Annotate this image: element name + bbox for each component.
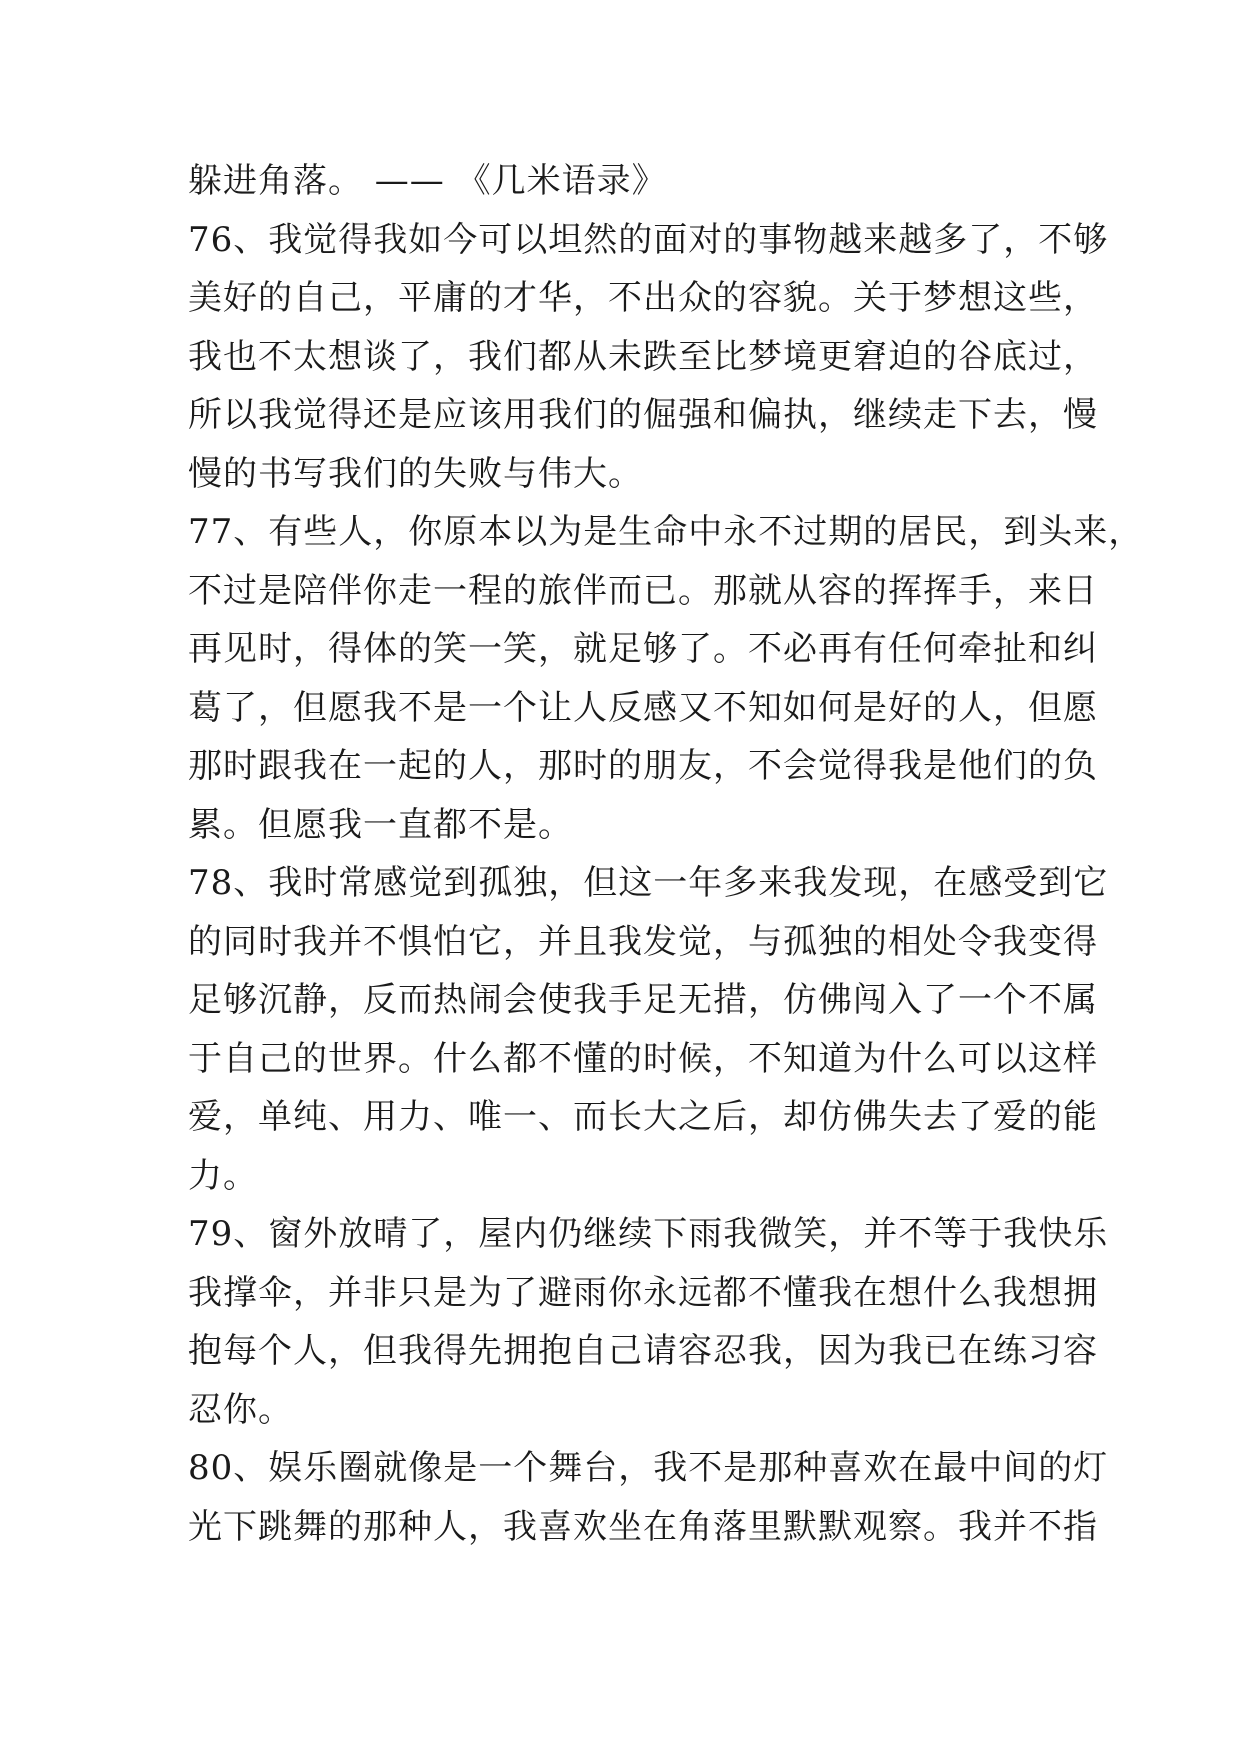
text-line: 再见时，得体的笑一笑，就足够了。不必再有任何牵扯和纠 (188, 629, 1098, 669)
text-line: 爱，单纯、用力、唯一、而长大之后，却仿佛失去了爱的能 (188, 1097, 1098, 1137)
text-line: 葛了，但愿我不是一个让人反感又不知如何是好的人，但愿 (188, 687, 1098, 728)
text-line: 80、娱乐圈就像是一个舞台，我不是那种喜欢在最中间的灯 (188, 1448, 1109, 1488)
text-line: 躲进角落。 —— 《几米语录》 (188, 161, 667, 201)
text-line: 77、有些人，你原本以为是生命中永不过期的居民，到头来， (188, 512, 1144, 552)
text-line: 79、窗外放晴了，屋内仍继续下雨我微笑，并不等于我快乐 (188, 1214, 1109, 1254)
text-line: 抱每个人，但我得先拥抱自己请容忍我，因为我已在练习容 (188, 1331, 1098, 1371)
text-line: 累。但愿我一直都不是。 (188, 804, 573, 845)
text-line: 我撑伞，并非只是为了避雨你永远都不懂我在想什么我想拥 (188, 1272, 1098, 1313)
text-line: 美好的自己，平庸的才华，不出众的容貌。关于梦想这些， (188, 278, 1098, 318)
text-line: 的同时我并不惧怕它，并且我发觉，与孤独的相处令我变得 (188, 921, 1098, 962)
text-line: 76、我觉得我如今可以坦然的面对的事物越来越多了，不够 (188, 219, 1109, 260)
text-line: 我也不太想谈了，我们都从未跌至比梦境更窘迫的谷底过， (188, 336, 1098, 377)
text-line: 所以我觉得还是应该用我们的倔强和偏执，继续走下去，慢 (188, 395, 1098, 435)
text-line: 78、我时常感觉到孤独，但这一年多来我发现，在感受到它 (188, 863, 1109, 903)
text-line: 忍你。 (188, 1389, 293, 1430)
text-line: 力。 (188, 1155, 258, 1196)
document-body (188, 152, 1144, 1556)
text-line: 慢的书写我们的失败与伟大。 (188, 453, 643, 494)
text-line: 那时跟我在一起的人，那时的朋友，不会觉得我是他们的负 (188, 746, 1098, 786)
text-line: 于自己的世界。什么都不懂的时候，不知道为什么可以这样 (188, 1038, 1098, 1079)
text-line: 光下跳舞的那种人，我喜欢坐在角落里默默观察。我并不指 (188, 1506, 1098, 1547)
text-line: 足够沉静，反而热闹会使我手足无措，仿佛闯入了一个不属 (188, 980, 1098, 1020)
text-line: 不过是陪伴你走一程的旅伴而已。那就从容的挥挥手，来日 (188, 570, 1098, 611)
